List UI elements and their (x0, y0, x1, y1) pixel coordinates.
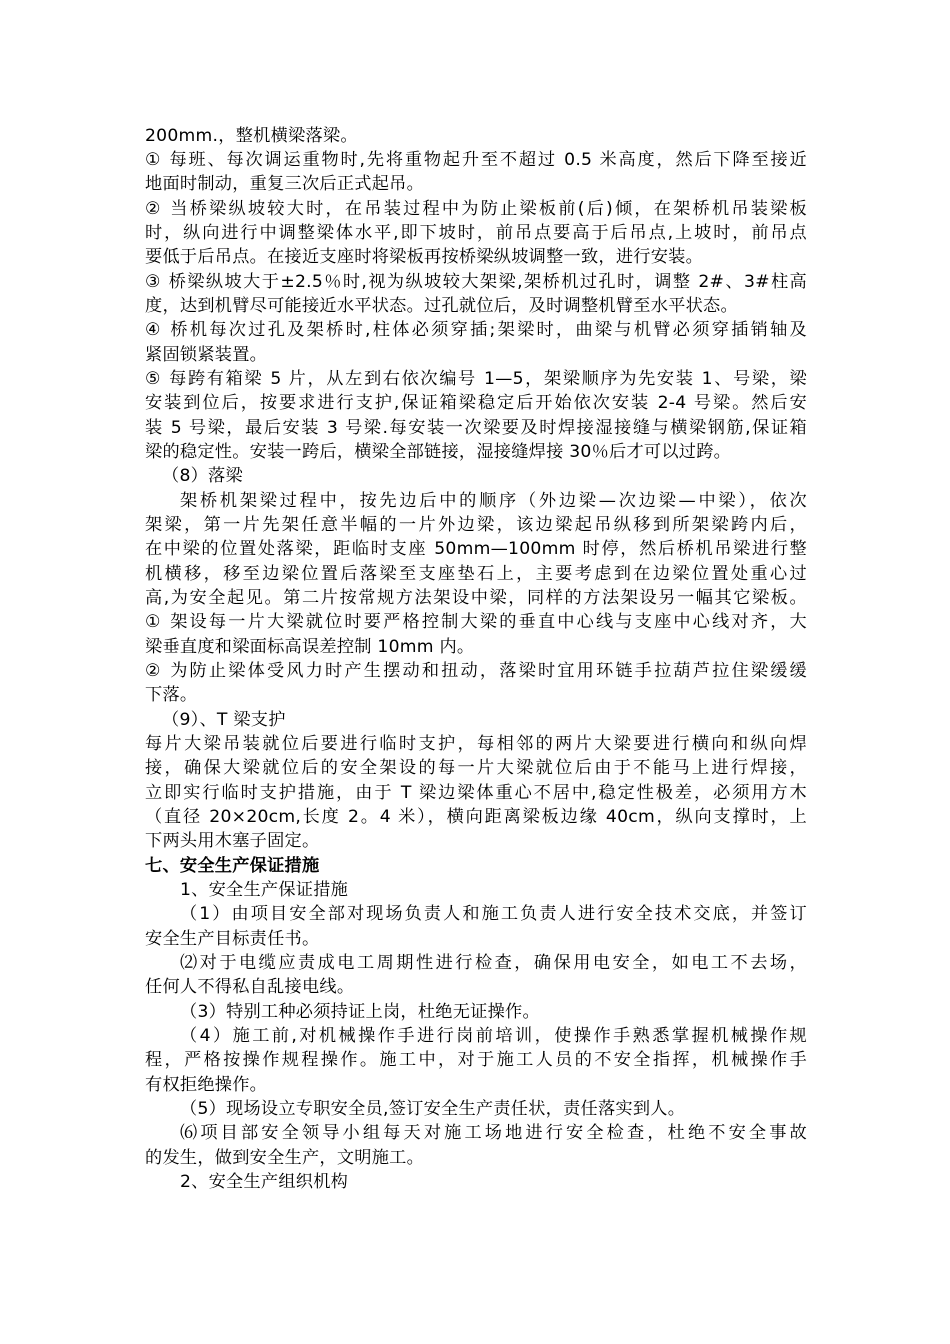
text-line: ⑹项目部安全领导小组每天对施工场地进行安全检查，杜绝不安全事故 (180, 1123, 807, 1143)
text-line: 每片大梁吊装就位后要进行临时支护，每相邻的两片大梁要进行横向和纵向焊 (145, 734, 807, 754)
text-line: ③ 桥梁纵坡大于±2.5％时,视为纵坡较大架梁,架桥机过孔时，调整 2#、3#柱高 (145, 272, 807, 292)
text-line: 程，严格按操作规程操作。施工中，对于施工人员的不安全指挥，机械操作手 (145, 1050, 807, 1070)
text-line: （3）特别工种必须持证上岗，杜绝无证操作。 (180, 1002, 540, 1022)
text-line: ② 当桥梁纵坡较大时，在吊装过程中为防止梁板前(后)倾，在架桥机吊装梁板 (145, 199, 807, 219)
text-line: 立即实行临时支护措施，由于 T 梁边梁体重心不居中,稳定性极差，必须用方木 (145, 783, 807, 803)
section-heading: （8）落梁 (162, 466, 243, 486)
text-line: 下两头用木塞子固定。 (145, 831, 320, 851)
text-line: 要低于后吊点。在接近支座时将梁板再按桥梁纵坡调整一致，进行安装。 (145, 247, 704, 267)
text-line: 安全生产目标责任书。 (145, 929, 320, 949)
text-line: 地面时制动，重复三次后正式起吊。 (145, 174, 425, 194)
text-line: 的发生，做到安全生产，文明施工。 (145, 1148, 425, 1168)
text-line: ② 为防止梁体受风力时产生摆动和扭动，落梁时宜用环链手拉葫芦拉住梁缓缓 (145, 661, 807, 681)
text-line: 200mm.，整机横梁落梁。 (145, 126, 358, 146)
text-line: （4）施工前,对机械操作手进行岗前培训，使操作手熟悉掌握机械操作规 (180, 1026, 807, 1046)
text-line: 安装到位后，按要求进行支护,保证箱梁稳定后开始依次安装 2-4 号梁。然后安 (145, 393, 807, 413)
text-line: 高,为安全起见。第二片按常规方法架设中梁，同样的方法架设另一幅其它梁板。 (145, 588, 807, 608)
text-line: （5）现场设立专职安全员,签订安全生产责任状，责任落实到人。 (180, 1099, 686, 1119)
text-line: ① 架设每一片大梁就位时要严格控制大梁的垂直中心线与支座中心线对齐，大 (145, 612, 807, 632)
text-line: 接，确保大梁就位后的安全架设的每一片大梁就位后由于不能马上进行焊接， (145, 758, 807, 778)
text-line: 梁的稳定性。安装一跨后，横梁全部链接，湿接缝焊接 30％后才可以过跨。 (145, 442, 732, 462)
text-line: （直径 20×20cm,长度 2。4 米），横向距离梁板边缘 40cm，纵向支撑时，上 (145, 807, 807, 827)
text-line: （1）由项目安全部对现场负责人和施工负责人进行安全技术交底，并签订 (180, 904, 807, 924)
text-line: 架梁，第一片先架任意半幅的一片外边梁，该边梁起吊纵移到所架梁跨内后， (145, 515, 807, 535)
subsection-heading: 1、安全生产保证措施 (180, 880, 349, 900)
text-line: 梁垂直度和梁面标高误差控制 10mm 内。 (145, 637, 475, 657)
text-line: ⑤ 每跨有箱梁 5 片，从左到右依次编号 1—5，架梁顺序为先安装 1、号梁，梁 (145, 369, 807, 389)
text-line: ① 每班、每次调运重物时,先将重物起升至不超过 0.5 米高度，然后下降至接近 (145, 150, 807, 170)
text-line: ④ 桥机每次过孔及架桥时,柱体必须穿插;架梁时，曲梁与机臂必须穿插销轴及 (145, 320, 807, 340)
text-line: 机横移，移至边梁位置后落梁至支座垫石上，主要考虑到在边梁位置处重心过 (145, 564, 807, 584)
text-line: 度，达到机臂尽可能接近水平状态。过孔就位后，及时调整机臂至水平状态。 (145, 296, 738, 316)
subsection-heading: 2、安全生产组织机构 (180, 1172, 349, 1192)
text-line: 任何人不得私自乱接电线。 (145, 977, 355, 997)
text-line: 有权拒绝操作。 (145, 1075, 268, 1095)
text-line: 在中梁的位置处落梁，距临时支座 50mm—100mm 时停，然后桥机吊梁进行整 (145, 539, 807, 559)
text-line: ⑵对于电缆应责成电工周期性进行检查，确保用电安全，如电工不去场， (180, 953, 807, 973)
section-heading: （9）、T 梁支护 (162, 710, 286, 730)
text-line: 下落。 (145, 685, 198, 705)
chapter-heading: 七、安全生产保证措施 (145, 856, 320, 876)
text-line: 紧固锁紧装置。 (145, 345, 268, 365)
text-line: 架桥机架梁过程中，按先边后中的顺序（外边梁—次边梁—中梁），依次 (180, 491, 807, 511)
text-line: 装 5 号梁，最后安装 3 号梁.每安装一次梁要及时焊接湿接缝与横梁钢筋,保证箱 (145, 418, 807, 438)
text-line: 时，纵向进行中调整梁体水平,即下坡时，前吊点要高于后吊点,上坡时，前吊点 (145, 223, 807, 243)
